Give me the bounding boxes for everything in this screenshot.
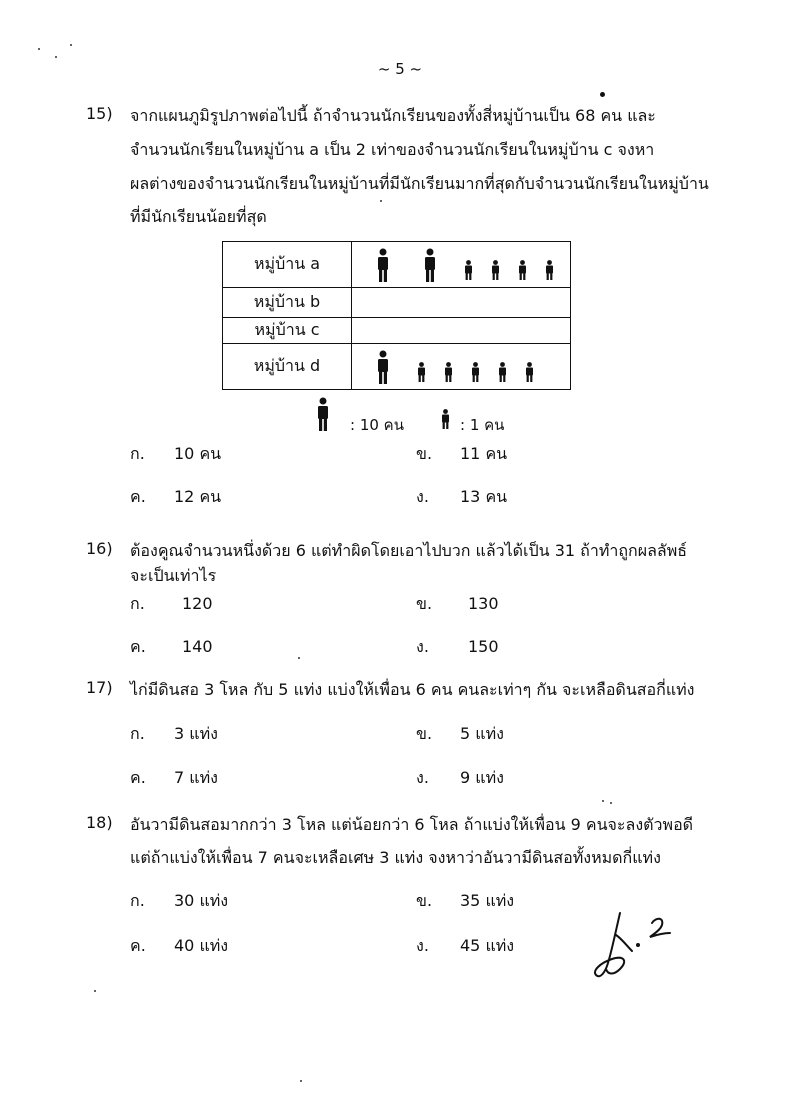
question-15-line-4: ที่มีนักเรียนน้อยที่สุด <box>130 207 267 226</box>
person-1-icon <box>525 362 534 382</box>
question-15-line-1: จากแผนภูมิรูปภาพต่อไปนี้ ถ้าจำนวนนักเรียนของทั้งสี่หมู่บ้านเป็น 68 คน และ <box>130 106 656 125</box>
choice-text: 35 แท่ง <box>460 891 515 910</box>
village-d-icons <box>352 344 571 390</box>
question-15-line-3: ผลต่างของจำนวนนักเรียนในหมู่บ้านที่มีนักเรียนมากที่สุดกับจำนวนนักเรียนในหมู่บ้าน <box>130 174 709 193</box>
pictograph-row-d <box>223 344 571 390</box>
person-1-icon <box>417 362 426 382</box>
question-16-choice-a[interactable] <box>130 592 213 617</box>
choice-text: 3 แท่ง <box>174 724 218 743</box>
village-c-icons <box>352 318 571 344</box>
question-15-choice-a[interactable] <box>130 442 221 467</box>
choice-text: 12 คน <box>174 487 222 506</box>
scan-speck <box>94 990 96 992</box>
legend-small-label: : 1 คน <box>460 416 505 434</box>
village-a-label: หมู่บ้าน a <box>223 242 352 288</box>
scan-speck <box>610 802 612 804</box>
scan-speck <box>70 44 72 46</box>
choice-letter: ค. <box>130 768 146 787</box>
person-1-icon <box>471 362 480 382</box>
question-17-choice-d[interactable] <box>416 766 504 791</box>
choice-text: 140 <box>182 637 213 656</box>
choice-text: 5 แท่ง <box>460 724 504 743</box>
choice-letter: ง. <box>416 487 429 506</box>
village-a-icons <box>352 242 571 288</box>
person-10-icon <box>423 248 437 282</box>
choice-text: 150 <box>468 637 499 656</box>
person-1-icon <box>518 260 527 280</box>
village-c-label: หมู่บ้าน c <box>223 318 352 344</box>
choice-text: 45 แท่ง <box>460 936 515 955</box>
choice-text: 120 <box>182 594 213 613</box>
question-18-choice-d[interactable] <box>416 934 514 959</box>
question-16-line-1: ต้องคูณจำนวนหนึ่งด้วย 6 แต่ทำผิดโดยเอาไปบวก แล้วได้เป็น 31 ถ้าทำถูกผลลัพธ์ <box>130 541 688 560</box>
legend-big-label: : 10 คน <box>350 416 404 434</box>
choice-text: 13 คน <box>460 487 508 506</box>
question-16-choice-d[interactable] <box>416 635 499 660</box>
question-16-number: 16) <box>86 539 113 558</box>
choice-letter: ข. <box>416 594 433 613</box>
person-1-icon <box>545 260 554 280</box>
person-1-icon <box>491 260 500 280</box>
pictograph-table <box>222 241 571 390</box>
question-18-number: 18) <box>86 813 113 832</box>
choice-text: 40 แท่ง <box>174 936 229 955</box>
person-1-icon <box>444 362 453 382</box>
question-15-choice-b[interactable] <box>416 442 507 467</box>
question-15-choice-c[interactable] <box>130 485 221 510</box>
question-15-line-2: จำนวนนักเรียนในหมู่บ้าน a เป็น 2 เท่าของจำนวนนักเรียนในหมู่บ้าน c จงหา <box>130 140 655 159</box>
handwritten-signature <box>590 905 680 989</box>
legend-big-person-icon <box>316 397 330 435</box>
choice-letter: ง. <box>416 637 429 656</box>
person-10-icon <box>376 248 390 282</box>
choice-text: 10 คน <box>174 444 222 463</box>
page-number: ~ 5 ~ <box>377 60 423 78</box>
choice-letter: ง. <box>416 768 429 787</box>
choice-text: 11 คน <box>460 444 508 463</box>
choice-letter: ข. <box>416 724 433 743</box>
person-1-icon <box>498 362 507 382</box>
question-16-choice-b[interactable] <box>416 592 499 617</box>
question-17-number: 17) <box>86 678 113 697</box>
pictograph-row-a <box>223 242 571 288</box>
choice-letter: ข. <box>416 891 433 910</box>
choice-letter: ข. <box>416 444 433 463</box>
scan-speck <box>300 1080 302 1082</box>
pictograph-row-b <box>223 288 571 318</box>
scan-speck <box>600 92 605 97</box>
scan-speck <box>298 657 300 659</box>
village-b-icons <box>352 288 571 318</box>
scan-speck <box>55 56 57 58</box>
question-17-choice-b[interactable] <box>416 722 504 747</box>
choice-letter: ก. <box>130 594 145 613</box>
question-18-choice-b[interactable] <box>416 889 514 914</box>
pictograph-row-c <box>223 318 571 344</box>
question-18-line-1: อันวามีดินสอมากกว่า 3 โหล แต่น้อยกว่า 6 โหล ถ้าแบ่งให้เพื่อน 9 คนจะลงตัวพอดี <box>130 815 694 834</box>
choice-letter: ก. <box>130 724 145 743</box>
question-15-number: 15) <box>86 104 113 123</box>
choice-text: 9 แท่ง <box>460 768 504 787</box>
question-17-choice-a[interactable] <box>130 722 218 747</box>
question-18-choice-c[interactable] <box>130 934 228 959</box>
person-10-icon <box>376 350 390 384</box>
choice-letter: ง. <box>416 936 429 955</box>
choice-letter: ก. <box>130 444 145 463</box>
scan-speck <box>38 48 40 50</box>
choice-letter: ค. <box>130 936 146 955</box>
village-d-label: หมู่บ้าน d <box>223 344 352 390</box>
choice-text: 130 <box>468 594 499 613</box>
question-17-choice-c[interactable] <box>130 766 218 791</box>
question-16-line-2: จะเป็นเท่าไร <box>130 566 217 585</box>
legend-small-person-icon <box>441 409 450 433</box>
choice-letter: ค. <box>130 637 146 656</box>
choice-letter: ก. <box>130 891 145 910</box>
scan-speck <box>602 800 604 802</box>
choice-text: 7 แท่ง <box>174 768 218 787</box>
question-17-line-1: ไก่มีดินสอ 3 โหล กับ 5 แท่ง แบ่งให้เพื่อน 6 คน คนละเท่าๆ กัน จะเหลือดินสอกี่แท่ง <box>130 680 695 699</box>
choice-text: 30 แท่ง <box>174 891 229 910</box>
question-18-choice-a[interactable] <box>130 889 228 914</box>
scan-speck <box>380 200 382 202</box>
village-b-label: หมู่บ้าน b <box>223 288 352 318</box>
person-1-icon <box>464 260 473 280</box>
question-18-line-2: แต่ถ้าแบ่งให้เพื่อน 7 คนจะเหลือเศษ 3 แท่ง จงหาว่าอันวามีดินสอทั้งหมดกี่แท่ง <box>130 848 661 867</box>
question-15-choice-d[interactable] <box>416 485 507 510</box>
choice-letter: ค. <box>130 487 146 506</box>
question-16-choice-c[interactable] <box>130 635 213 660</box>
